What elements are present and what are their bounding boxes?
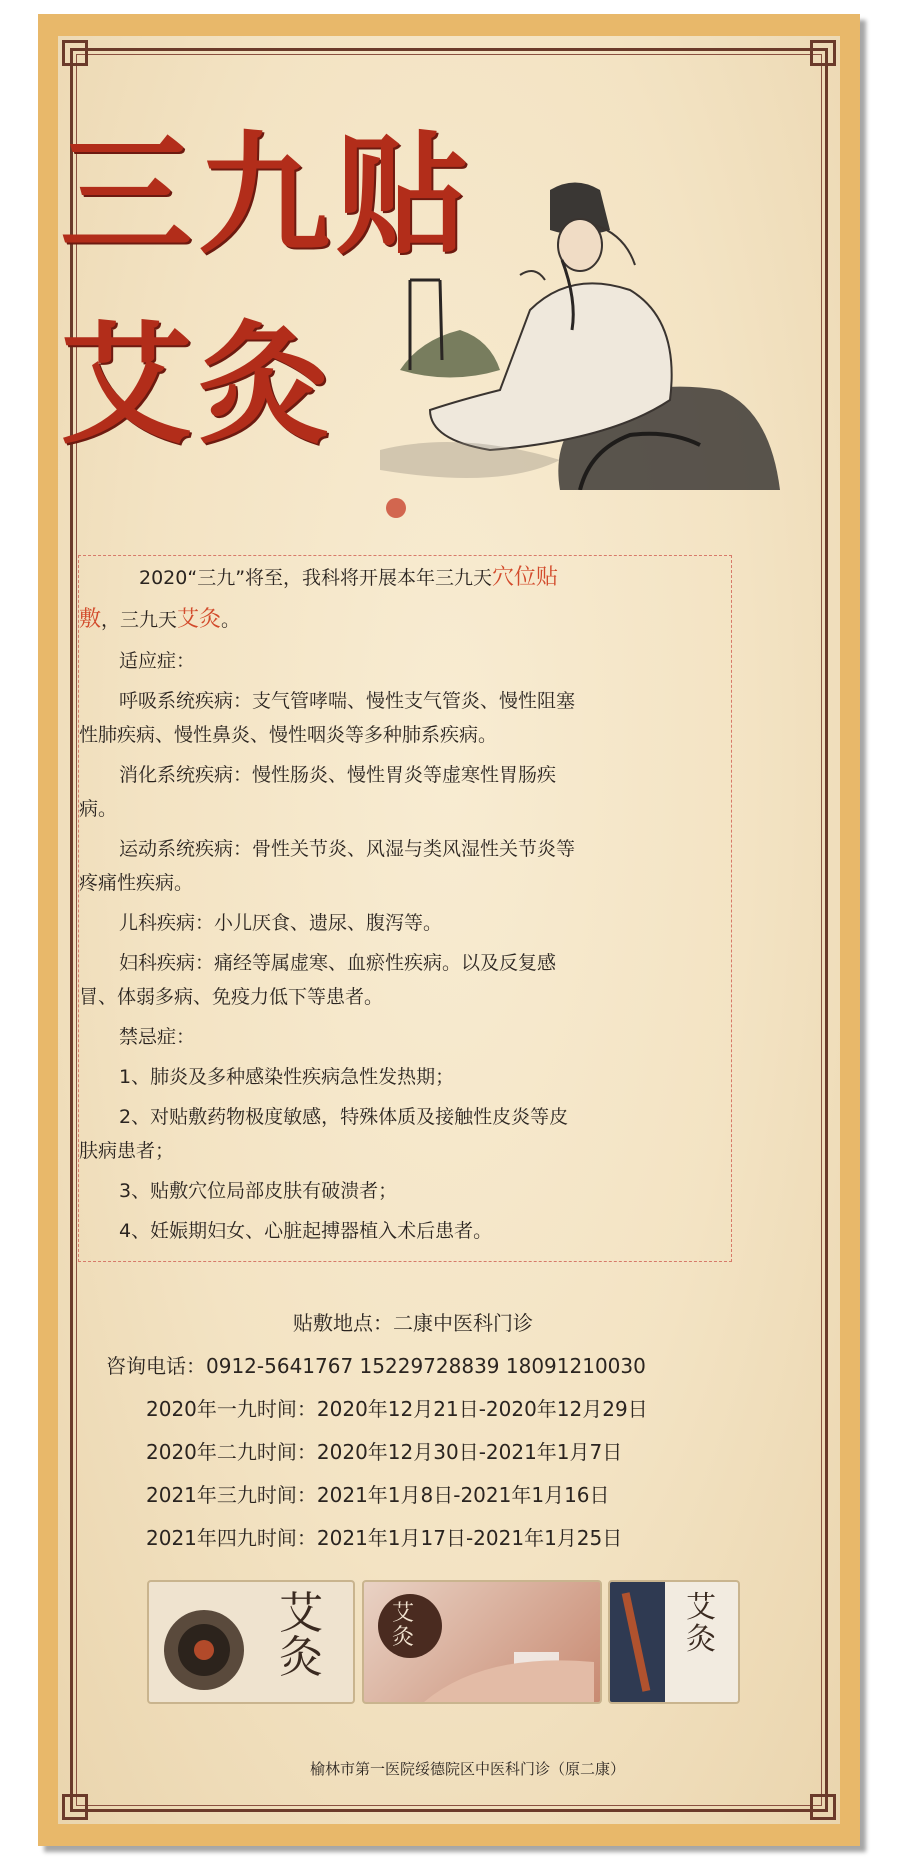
intro-line-2 (79, 608, 240, 632)
indication-gynecology-cont: 冒、体弱多病、免疫力低下等患者。 (79, 986, 384, 1008)
schedule-first-nine: 2020年一九时间：2020年12月21日-2020年12月29日 (146, 1397, 648, 1421)
phone-numbers: 咨询电话：0912-5641767 15229728839 18091210030 (106, 1354, 646, 1378)
indication-digestive-cont: 病。 (79, 798, 118, 820)
indication-respiratory-cont: 性肺疾病、慢性鼻炎、慢性咽炎等多种肺系疾病。 (79, 724, 498, 746)
indication-respiratory: 呼吸系统疾病：支气管哮喘、慢性支气管炎、慢性阻塞 (119, 690, 576, 712)
red-seal-stamp (386, 498, 406, 518)
intro-text: 。 (221, 609, 241, 631)
intro-highlight-acupoint: 穴位贴 (492, 565, 559, 590)
indication-motor-cont: 疼痛性疾病。 (79, 872, 194, 894)
intro-highlight-moxibustion: 艾灸 (177, 607, 222, 632)
contraindication-2-cont: 肤病患者； (79, 1140, 175, 1162)
indication-gynecology: 妇科疾病：痛经等属虚寒、血瘀性疾病。以及反复感 (119, 952, 557, 974)
photo-caption: 艾灸 (279, 1588, 323, 1683)
intro-text: 2020“三九”将至，我科将开展本年三九天 (139, 567, 493, 589)
corner-ornament (62, 1794, 88, 1820)
schedule-fourth-nine: 2021年四九时间：2021年1月17日-2021年1月25日 (146, 1526, 623, 1550)
contraindications-heading: 禁忌症： (119, 1026, 196, 1048)
title-line-2: 艾灸 (60, 308, 336, 463)
location: 贴敷地点：二康中医科门诊 (293, 1311, 533, 1335)
photo-moxa-stick (608, 1580, 740, 1704)
schedule-third-nine: 2021年三九时间：2021年1月8日-2021年1月16日 (146, 1483, 610, 1507)
contraindication-2: 2、对贴敷药物极度敏感，特殊体质及接触性皮炎等皮 (119, 1106, 569, 1128)
title-line-1: 三九贴 (60, 118, 474, 273)
photo-caption: 艾灸 (686, 1590, 716, 1657)
intro-line-1 (139, 566, 558, 590)
contraindication-4: 4、妊娠期妇女、心脏起搏器植入术后患者。 (119, 1220, 493, 1242)
contraindication-1: 1、肺炎及多种感染性疾病急性发热期； (119, 1066, 455, 1088)
indication-digestive: 消化系统疾病：慢性肠炎、慢性胃炎等虚寒性胃肠疾 (119, 764, 557, 786)
corner-ornament (62, 40, 88, 66)
corner-ornament (810, 1794, 836, 1820)
footer-clinic-name: 榆林市第一医院绥德院区中医科门诊（原二康） (310, 1760, 626, 1778)
intro-highlight-fu: 敷 (79, 607, 102, 632)
photo-seal-caption: 艾灸 (392, 1601, 415, 1651)
photo-moxibustion-bowl (147, 1580, 355, 1704)
content-box (78, 555, 732, 1262)
schedule-second-nine: 2020年二九时间：2020年12月30日-2021年1月7日 (146, 1440, 623, 1464)
corner-ornament (810, 40, 836, 66)
photo-treatment (362, 1580, 602, 1704)
intro-text: ，三九天 (101, 609, 178, 631)
indication-motor: 运动系统疾病：骨性关节炎、风湿与类风湿性关节炎等 (119, 838, 576, 860)
scholar-painting (380, 170, 790, 490)
contraindication-3: 3、贴敷穴位局部皮肤有破溃者； (119, 1180, 398, 1202)
indication-pediatric: 儿科疾病：小儿厌食、遗尿、腹泻等。 (119, 912, 443, 934)
indications-heading: 适应症： (119, 650, 196, 672)
